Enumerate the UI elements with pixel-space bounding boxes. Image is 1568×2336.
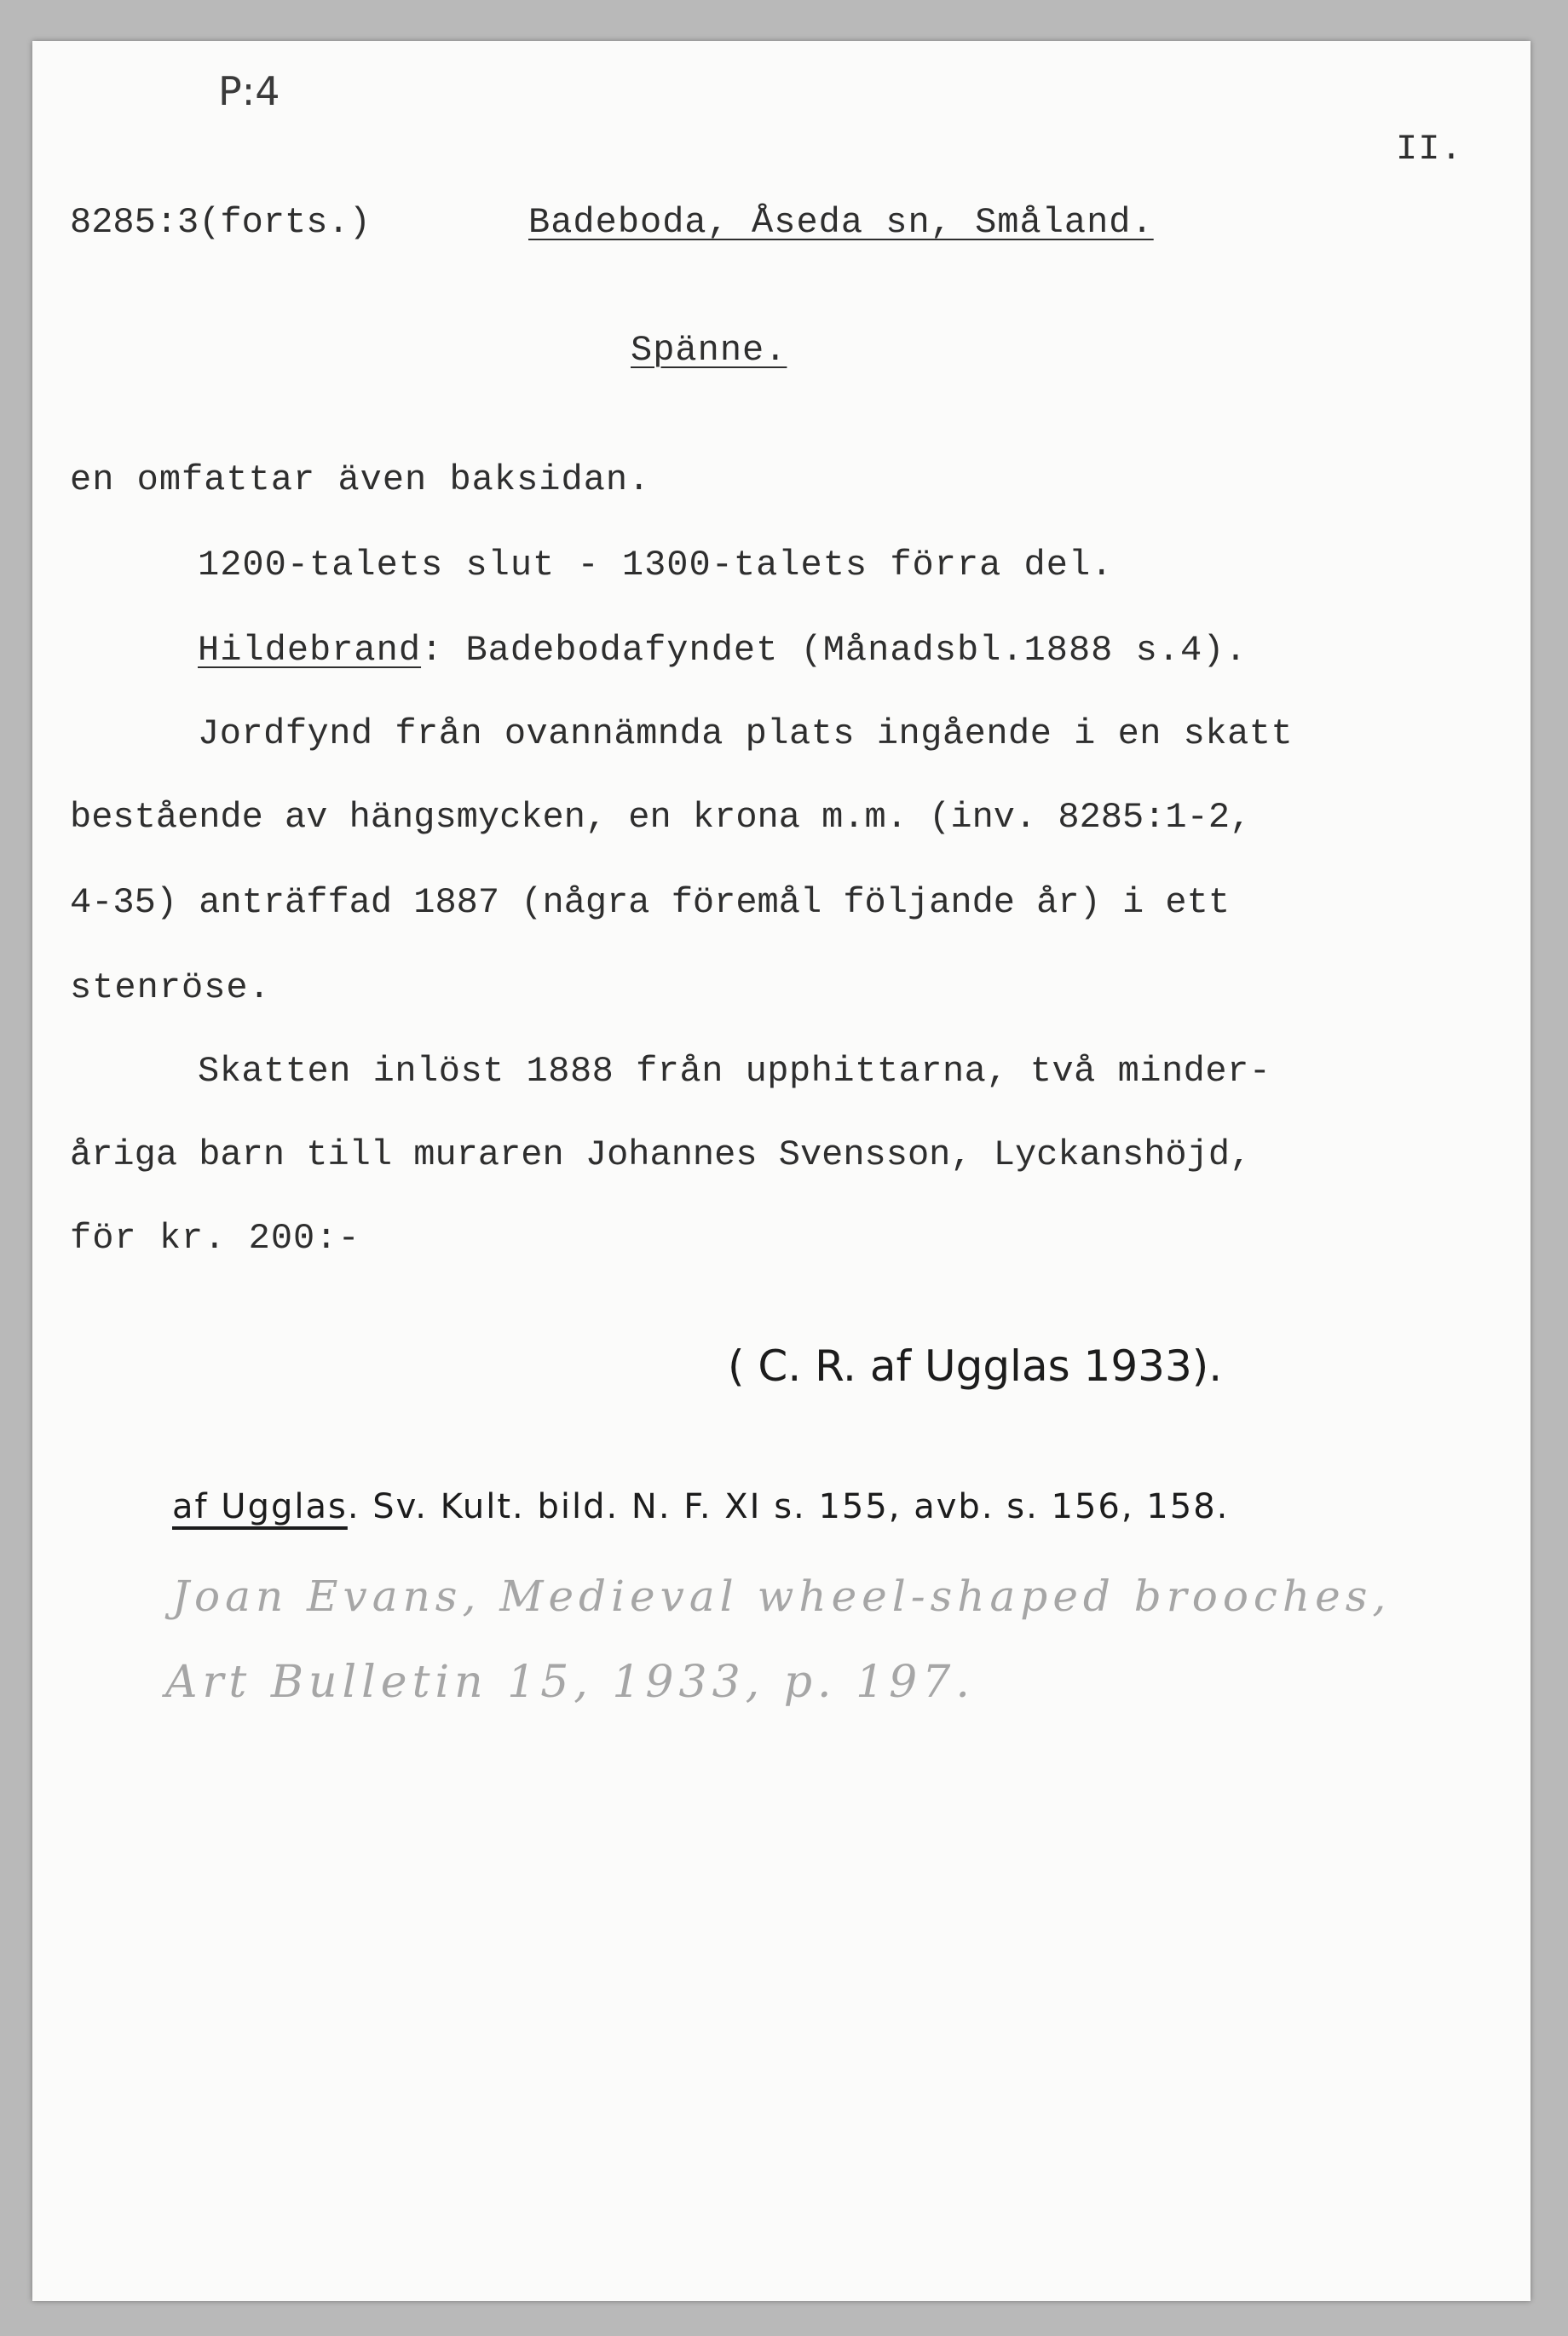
text-line-4: bestående av hängsmycken, en krona m.m. (inv. 8285:1-2,: [70, 797, 1252, 838]
corner-note: P:4: [218, 68, 280, 114]
pencil-note-line-2: Art Bulletin 15, 1933, p. 197.: [165, 1657, 975, 1708]
handwritten-reference-author: af Ugglas: [172, 1487, 348, 1526]
catalog-number: 8285:3(forts.): [70, 202, 371, 243]
literature-rest: : Badebodafyndet (Månadsbl.1888 s.4).: [421, 630, 1248, 671]
handwritten-signature-note: ( C. R. af Ugglas 1933).: [728, 1341, 1223, 1391]
catalog-card: [32, 41, 1531, 2301]
text-line-1: en omfattar även baksidan.: [70, 459, 651, 500]
pencil-note-line-1: Joan Evans, Medieval wheel-shaped brooches,: [172, 1572, 1392, 1621]
text-line-2: 1200-talets slut - 1300-talets förra del.: [198, 545, 1114, 585]
page-number: II.: [1396, 129, 1463, 170]
literature-line: [198, 630, 1248, 671]
text-line-5: 4-35) anträffad 1887 (några föremål följande år) i ett: [70, 882, 1231, 923]
text-line-9: för kr. 200:-: [70, 1218, 360, 1259]
text-line-7: Skatten inlöst 1888 från upphittarna, två minder-: [198, 1051, 1271, 1092]
literature-author: Hildebrand: [198, 630, 422, 671]
text-line-3: Jordfynd från ovannämnda plats ingående i en skatt: [198, 713, 1294, 754]
object-heading: Spänne.: [631, 330, 787, 371]
text-line-6: stenröse.: [70, 967, 271, 1008]
location-heading: Badeboda, Åseda sn, Småland.: [528, 202, 1154, 243]
handwritten-reference: [172, 1487, 1230, 1526]
text-line-8: åriga barn till muraren Johannes Svensson, Lyckanshöjd,: [70, 1134, 1252, 1175]
handwritten-reference-rest: . Sv. Kult. bild. N. F. XI s. 155, avb. s. 156, 158.: [347, 1487, 1230, 1526]
